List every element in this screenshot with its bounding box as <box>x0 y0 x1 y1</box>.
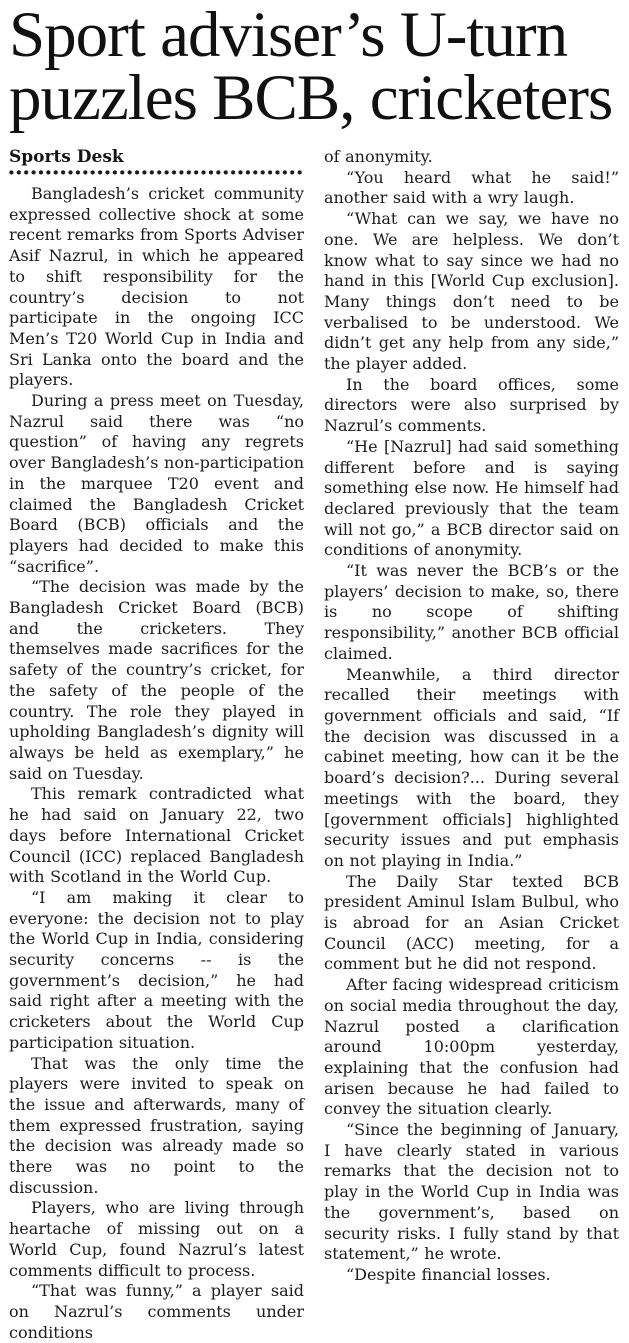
article-paragraph: “You heard what he said!” another said with a wry laugh. <box>324 167 619 208</box>
byline-divider <box>9 170 304 175</box>
article-paragraph: “It was never the BCB’s or the players’ decision to make, so, there is no scope of shifting responsibility,” another BCB official claimed. <box>324 561 619 663</box>
article-paragraph: Meanwhile, a third director recalled their meetings with government officials and said, “If the decision was discussed in a cabinet meeting, how can it be the board’s decision?... During several meetings with the board, they [government officials] highlighted security issues and put emphasis on not playing in India.” <box>324 664 619 870</box>
article-paragraph: Players, who are living through heartache of missing out on a World Cup, found Nazrul’s latest comments difficult to process. <box>9 1198 304 1280</box>
article-column-right <box>324 147 619 1286</box>
article-paragraph: Bangladesh’s cricket community expressed collective shock at some recent remarks from Sports Adviser Asif Nazrul, in which he appeared to shift responsibility for the country’s decision to not participate in the ongoing ICC Men’s T20 World Cup in India and Sri Lanka onto the board and the players. <box>9 184 304 390</box>
article-paragraph: “The decision was made by the Bangladesh Cricket Board (BCB) and the cricketers. They themselves made sacrifices for the safety of the country’s cricket, for the safety of the people of the country. The role they played in upholding Bangladesh’s dignity will always be held as exemplary,” he said on Tuesday. <box>9 577 304 783</box>
article-paragraph: “Since the beginning of January, I have clearly stated in various remarks that the decision not to play in the World Cup in India was the government’s, based on security risks. I fully stand by that statement,” he wrote. <box>324 1120 619 1264</box>
article-paragraph: “Despite financial losses. <box>346 1264 551 1284</box>
byline-label: Sports Desk <box>9 147 124 167</box>
article-paragraph: “That was funny,” a player said on Nazrul’s comments under conditions <box>9 1281 304 1342</box>
article-paragraph: “I am making it clear to everyone: the decision not to play the World Cup in India, considering security concerns -- is the government’s decision,” he had said right after a meeting with the cricketers about the World Cup participation situation. <box>9 887 304 1052</box>
article-paragraph: During a press meet on Tuesday, Nazrul said there was “no question” of having any regrets over Bangladesh’s non-participation in the marquee T20 event and claimed the Bangladesh Cricket Board (BCB) officials and the players had decided to make this “sacrifice”. <box>9 391 304 576</box>
article-body <box>9 147 620 1343</box>
article-paragraph: This remark contradicted what he had said on January 22, two days before International Cricket Council (ICC) replaced Bangladesh with Scotland in the World Cup. <box>9 784 304 887</box>
byline <box>9 147 304 175</box>
article-paragraph: “He [Nazrul] had said something different before and is saying something else now. He himself had declared previously that the team will not go,” a BCB director said on conditions of anonymity. <box>324 436 619 560</box>
article-paragraph: The Daily Star texted BCB president Aminul Islam Bulbul, who is abroad for an Asian Cricket Council (ACC) meeting, for a comment but he did not respond. <box>324 871 619 974</box>
article-paragraph-continuation: of anonymity. <box>324 147 433 166</box>
article-paragraph: That was the only time the players were invited to speak on the issue and afterwards, many of them expressed frustration, saying the decision was already made so there was no point to the discussion. <box>9 1053 304 1197</box>
article-paragraph: “What can we say, we have no one. We are helpless. We don’t know what to say since we had no hand in this [World Cup exclusion]. Many things don’t need to be verbalised to be understood. We didn’t get any help from any side,” the player added. <box>324 209 619 374</box>
article-column-left <box>9 147 304 1343</box>
article-headline: Sport adviser’s U-turn puzzles BCB, cricketers <box>9 0 613 134</box>
article-paragraph: In the board offices, some directors were also surprised by Nazrul’s comments. <box>324 374 619 436</box>
article-paragraph: After facing widespread criticism on social media throughout the day, Nazrul posted a clarification around 10:00pm yesterday, explaining that the confusion had arisen because he had failed to convey the situation clearly. <box>324 975 619 1119</box>
